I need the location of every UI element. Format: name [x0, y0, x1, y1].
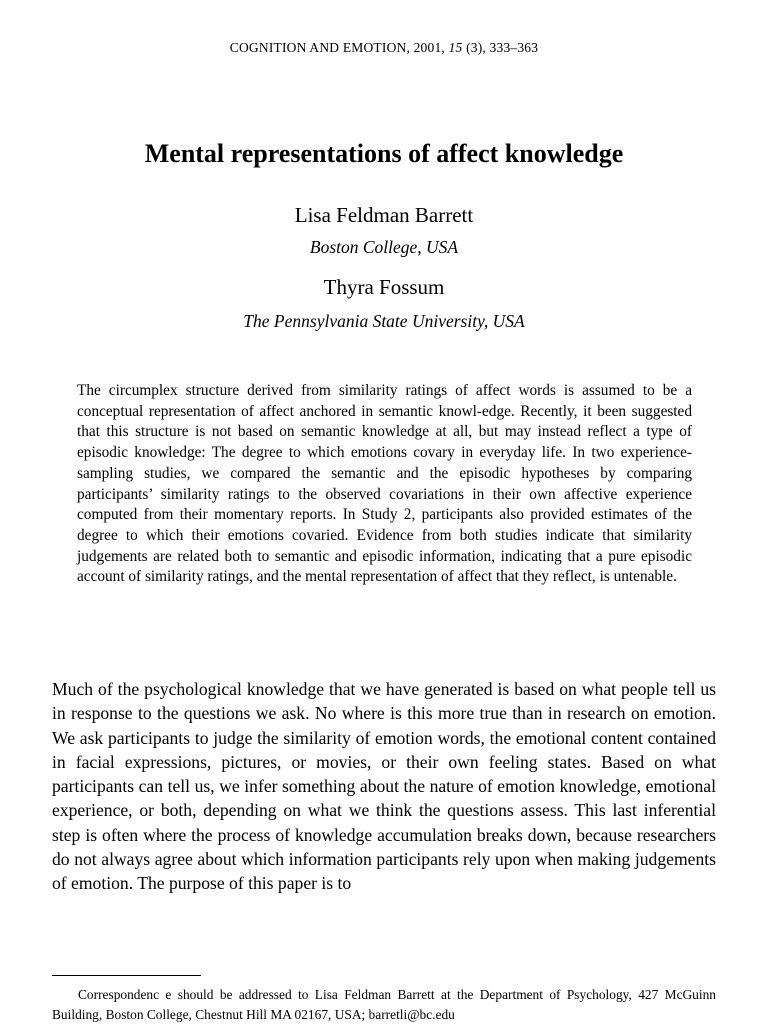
paper-title: Mental representations of affect knowledge — [144, 139, 624, 168]
author-name-2: Thyra Fossum — [323, 275, 445, 299]
author-affiliation-1: Boston College, USA — [309, 237, 459, 257]
author-affiliation-2: The Pennsylvania State University, USA — [243, 311, 525, 331]
correspondence-footnote: Correspondenc e should be addressed to Lisa Feldman Barrett at the Department of Psychology, 427 McGuinn Building, Boston College, Chestnut Hill MA 02167, USA; barretli@bc.edu — [52, 987, 716, 1022]
journal-issue-pages: (3), 333–363 — [466, 40, 539, 55]
abstract: The circumplex structure derived from similarity ratings of affect words is assumed to be a conceptual representation of affect anchored in semantic knowl-edge. Recently, it been suggested that this structure is not based on semantic knowledge at all, but may instead reflect a type of episodic knowledge: The degree to which emotions covary in everyday life. In two experience-sampling studies, we compared the semantic and the episodic hypotheses by comparing participants’ similarity ratings to the observed covariations in their own affective experience computed from their momentary reports. In Study 2, participants also provided estimates of the degree to which their emotions covaried. Evidence from both studies indicate that similarity judgements are related both to semantic and episodic information, indicating that a pure episodic account of similarity ratings, and the mental representation of affect that they reflect, is untenable. — [77, 382, 692, 586]
body-paragraph: Much of the psychological knowledge that we have generated is based on what people tell us in response to the questions we ask. No where is this more true than in research on emotion. We ask participants to judge the similarity of emotion words, the emotional content contained in facial expressions, pictures, or movies, or their own feeling states. Based on what participants can tell us, we infer something about the nature of emotion knowledge, emotional experience, or both, depending on what we think the questions assess. This last inferential step is often where the process of knowledge accumulation breaks down, because researchers do not always agree about which information participants rely upon when making judgements of emotion. The purpose of this paper is to — [52, 679, 716, 894]
journal-volume: 15 — [448, 40, 463, 55]
author-name-1: Lisa Feldman Barrett — [294, 203, 474, 227]
journal-citation: COGNITION AND EMOTION, 2001, — [229, 40, 445, 55]
footnote-divider — [52, 975, 201, 976]
running-head — [0, 40, 768, 56]
